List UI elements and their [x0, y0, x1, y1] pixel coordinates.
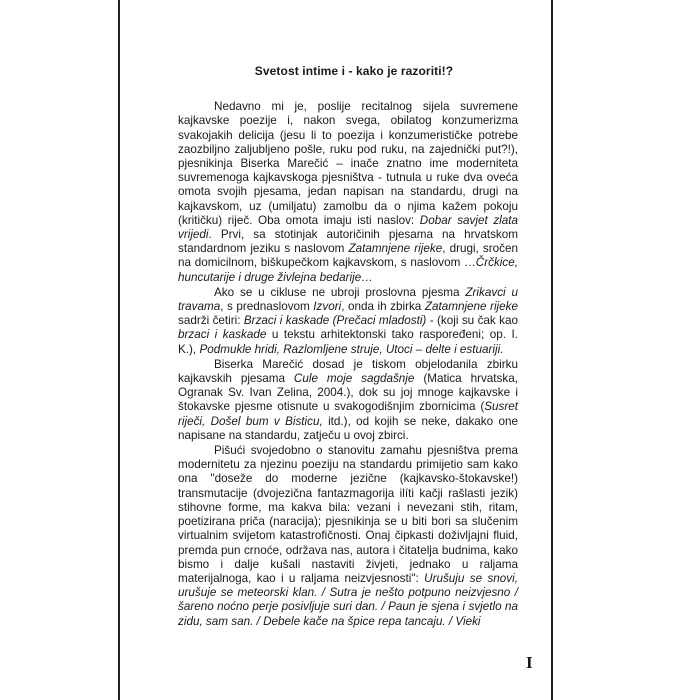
text-run: - (koji su čak kao — [426, 314, 518, 328]
italic-run: Dobar savjet zlata vrijedi — [178, 213, 519, 242]
text-run: Nedavno mi je, poslije recitalnog sijela suvremene kajkavske poezije i, nakon svega, obilatog konzumerizma svakojakih delicija (jesu li to poezija i konzumerističke potrebe zaozbiljno zaljubljeno pošle, ruku pod ruku, na zajednički put?!), pjesnikinja Biserka Marečić – inače znatno ime moderniteta suvremenoga kajkavskoga pjesništva - tutnula u ruke dva oveća omota svojih pjesama, jedan napisan na standardu, drugi na kajkavskom, uz (umiljatu) zamolbu da o njima kažem pokoju (kritičku) riječ. Oba omota imaju isti naslov: — [178, 100, 518, 227]
body-text — [178, 100, 518, 629]
text-run: , drugi, sročen na domicilnom, biškupečkom kajkavskom, s naslovom … — [178, 242, 518, 270]
text-run: u tekstu arhitektonski tako raspoređeni; op. I. K.), — [178, 328, 518, 356]
page-spine-right — [551, 0, 553, 700]
italic-run: Zatamnjene rijeke — [348, 242, 443, 256]
body-paragraph — [178, 100, 518, 285]
italic-run: Izvori — [313, 300, 342, 314]
page-number: I — [526, 653, 533, 672]
italic-run: Zrikavci u travama — [178, 285, 518, 314]
text-run: Ako se u cikluse ne ubroji proslovna pjesma — [214, 285, 466, 299]
italic-run: Podmukle hridi, Razlomljene struje, Utoci – delte i estuariji. — [199, 342, 504, 356]
italic-run: Susret riječi, Došel bum v Bisticu, — [178, 400, 518, 428]
text-run: sadrži četiri: — [178, 314, 244, 328]
document-page — [178, 60, 518, 629]
text-run: . Prvi, sa stotinjak autoričinih pjesama na hrvatskom standardnom jeziku s naslovom — [178, 228, 518, 256]
text-run: Pišući svojedobno o stanovitu zamahu pjesništva prema modernitetu za njezinu poeziju na standardu primijetio sam kako ona "dosežе do moderne jezične (kajkavsko-štokavske!) transmutacije (dvojezična fantazmagorija ilíti kačji rašlasti jezik) stihovne forme, ma kakva bila: vezani i nevezani stih, ritam, poetizirana priča (naracija); pjesnikinja se u biti bori sa slučenim virtualnim svijetom katastrofičnosti. Onaj čipkasti doživljajni fluid, premda pun crnoće, održava nas, autora i čitatelja budnima, kako bismo i dalje kušali nastaviti živjeti, jednako u raljama materijalnoga, kao i u raljama neizvjesnosti": — [178, 444, 518, 585]
body-paragraph — [178, 286, 518, 357]
text-run: (Matica hrvatska, Ogranak Sv. Ivan Zelina, 2004.), dok su joj mnoge kajkavske i štokavske pjesme otisnute u svakogodišnjim zbornicima ( — [178, 372, 518, 414]
text-run: , s prednaslovom — [220, 300, 314, 314]
italic-run: Brzaci i kaskade (Prečaci mladosti) — [243, 314, 427, 328]
italic-run: Črčkice, huncutarije i druge živlejna bedarije… — [178, 256, 518, 284]
body-paragraph — [178, 444, 518, 629]
italic-run: Zatamnjene rijeke — [424, 300, 518, 314]
text-run: , onda ih zbirka — [341, 300, 425, 314]
page-spine-left — [118, 0, 120, 700]
text-run: itd.), od kojih se neke, dakako one napisane na standardu, zatječu u ovoj zbirci. — [178, 414, 518, 442]
page-title: Svetost intime i - kako je razoriti!? — [254, 64, 454, 78]
italic-run: Cule moje sagdašnje — [293, 372, 415, 386]
italic-run: Urušuju se snovi, urušuje se meteorski klan. / Sutra je nešto potpuno neizvjesno / šareno noćno perje posivljuje suri dan. / Paun je sjena i svjetlo na zidu, sam san. / Debele kače na špice repa tancaju. / Vieki — [178, 571, 518, 628]
body-paragraph — [178, 358, 518, 443]
italic-run: brzaci i kaskade — [178, 328, 267, 342]
text-run: Biserka Marečić dosad je tiskom objelodanila zbirku kajkavskih pjesama — [178, 357, 518, 386]
